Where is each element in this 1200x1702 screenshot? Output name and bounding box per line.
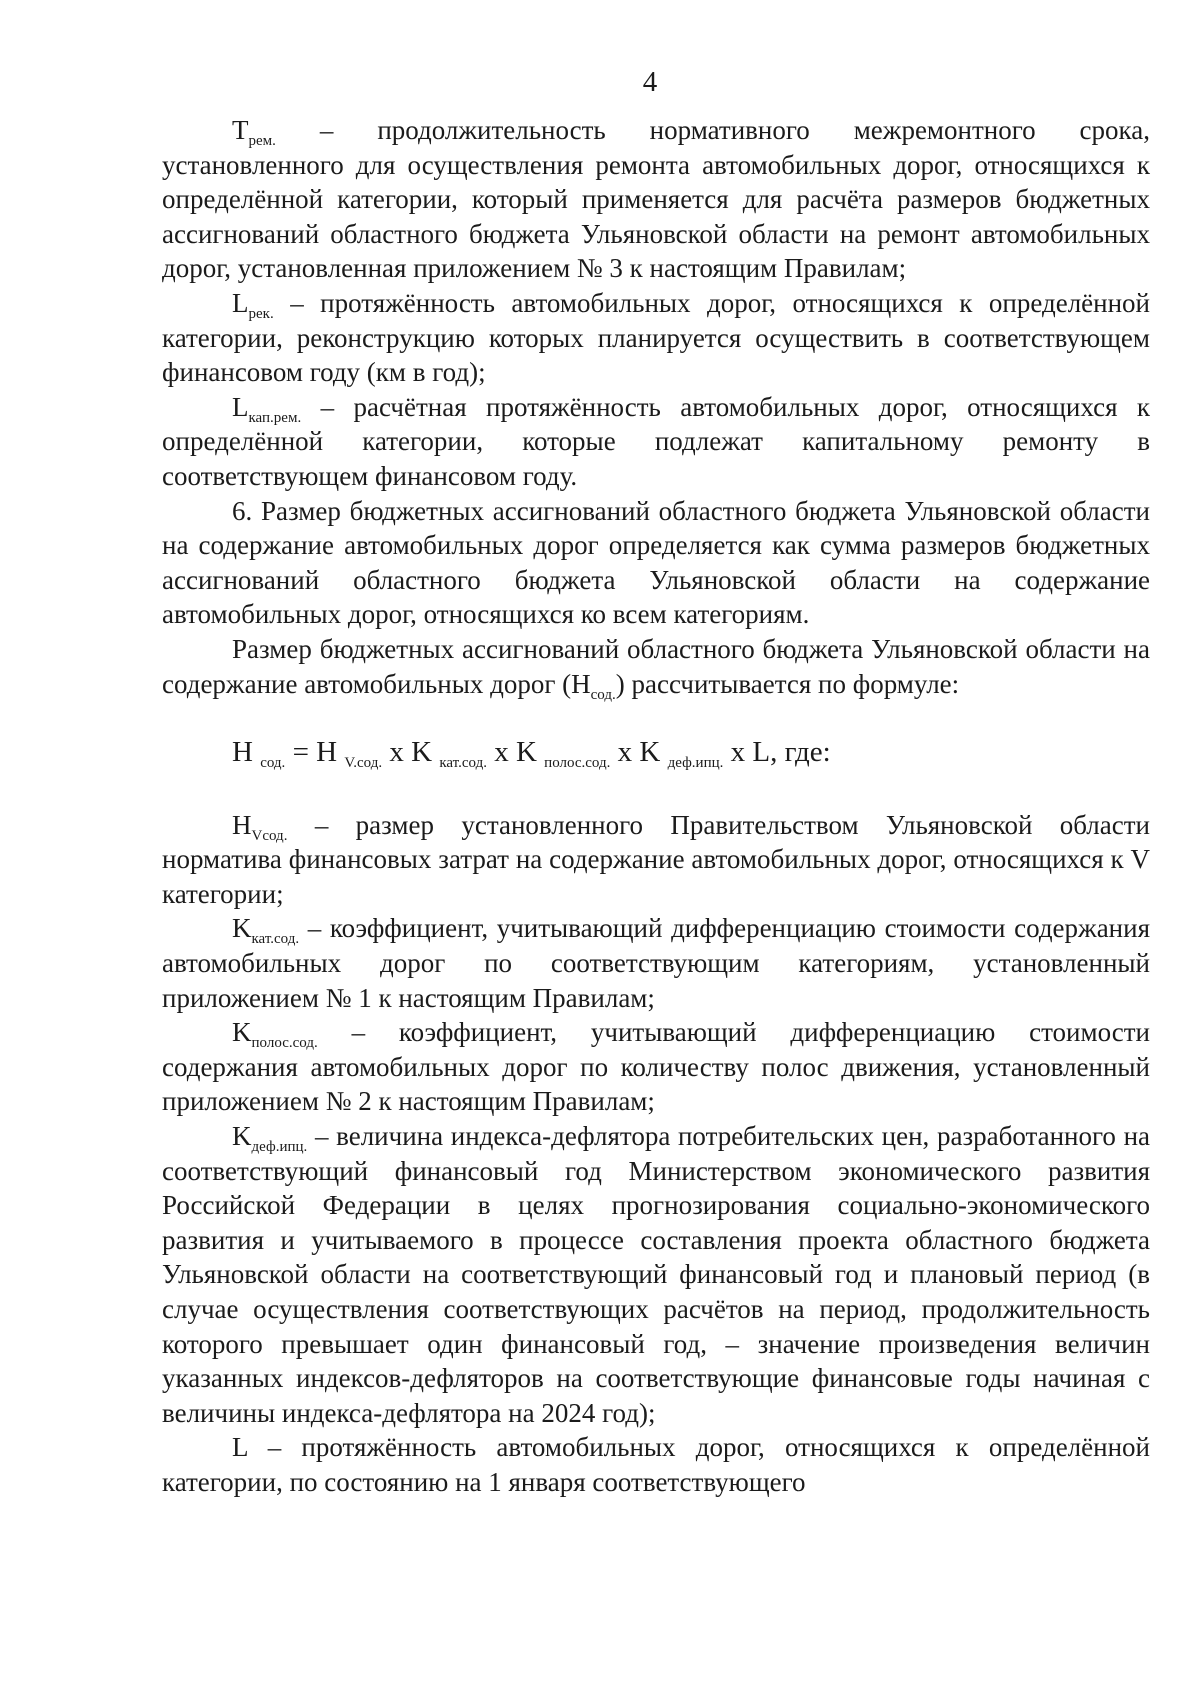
definition-text: – протяжённость автомобильных дорог, относящихся к определённой категории, реконструкцию которых планируется осуществить в соответствующем финансовом году (км в год); <box>162 287 1150 388</box>
formula-k3-subscript: деф.ипц. <box>667 755 724 772</box>
formula-h: H <box>232 736 253 769</box>
paragraph-6: 6. Размер бюджетных ассигнований областного бюджета Ульяновской области на содержание автомобильных дорог определяется как сумма размеров бюджетных ассигнований областного бюджета Ульяновской области на содержание автомобильных дорог, относящихся ко всем категориям. <box>162 495 1150 630</box>
definition-l-rek <box>162 286 1150 390</box>
definition-text: – коэффициент, учитывающий дифференциацию стоимости содержания автомобильных дорог по количеству полос движения, установленный приложением № 2 к настоящим Правилам; <box>162 1017 1150 1117</box>
symbol: H <box>232 809 252 840</box>
definition-text: – коэффициент, учитывающий дифференциацию стоимости содержания автомобильных дорог по соответствующим категориям, установленный приложением № 1 к настоящим Правилам; <box>162 913 1151 1013</box>
symbol: K <box>232 913 252 944</box>
symbol: K <box>232 1017 252 1048</box>
paragraph-text: Размер бюджетных ассигнований областного бюджета Ульяновской области на содержание автомобильных дорог (H <box>162 633 1150 699</box>
symbol: L <box>232 287 249 318</box>
symbol-subscript: кап.рем. <box>248 409 302 426</box>
formula-tail: x L, где: <box>730 736 831 769</box>
formula-eq-hv: = H <box>292 736 338 769</box>
symbol-subscript: сод. <box>590 686 616 703</box>
formula-k1: x K <box>389 736 433 769</box>
paragraph-text-end: ) рассчитывается по формуле: <box>615 668 960 699</box>
definition-text: – размер установленного Правительством Ульяновской области норматива финансовых затрат на содержание автомобильных дорог, относящихся к V категории; <box>162 809 1150 909</box>
symbol-subscript: рек. <box>248 305 274 322</box>
symbol-subscript: рем. <box>248 133 276 149</box>
definition-k-def-ipc <box>162 1119 1150 1430</box>
symbol-subscript: полос.сод. <box>251 1035 318 1052</box>
document-body <box>162 113 1150 1500</box>
definition-k-kat-sod <box>162 911 1150 1015</box>
definition-l <box>162 1430 1150 1499</box>
definition-text: – величина индекса-дефлятора потребительских цен, разработанного на соответствующий финансовый год Министерством экономического развития Российской Федерации в целях прогнозирования социально-экономического развития и учитываемого в процессе составления проекта областного бюджета Ульяновской области на соответствующий финансовый год и плановый период (в случае осуществления соответствующих расчётов на период, продолжительность которого превышает один финансовый год, – значение произведения величин указанных индексов-дефляторов на соответствующие финансовые годы начиная с величины индекса-дефлятора на 2024 год); <box>162 1121 1150 1428</box>
page-number: 4 <box>642 66 658 98</box>
symbol-subscript: Vсод. <box>251 827 288 844</box>
formula-k1-subscript: кат.сод. <box>439 755 487 772</box>
symbol-subscript: кат.сод. <box>251 931 300 948</box>
paragraph-formula-intro <box>162 632 1150 701</box>
definition-text: – расчётная протяжённость автомобильных дорог, относящихся к определённой категории, которые подлежат капитальному ремонту в соответствующем финансовом году. <box>162 391 1151 491</box>
formula-k2: x K <box>494 736 537 769</box>
definition-l-kap-rem <box>162 390 1150 494</box>
symbol: T <box>232 115 249 145</box>
definition-text: – продолжительность нормативного межремонтного срока, установленного для осуществления ремонта автомобильных дорог, относящихся к определённой категории, который применяется для расчёта размеров бюджетных ассигнований областного бюджета Ульяновской области на ремонт автомобильных дорог, установленная приложением № 3 к настоящим Правилам; <box>162 115 1150 284</box>
symbol-subscript: деф.ипц. <box>251 1139 308 1156</box>
definition-hv-sod <box>162 808 1150 912</box>
definition-k-polos-sod <box>162 1015 1150 1119</box>
formula-hv-subscript: V.сод. <box>344 755 383 772</box>
definition-t-rem <box>162 113 1150 286</box>
formula-k2-subscript: полос.сод. <box>544 755 611 772</box>
formula-k3: x K <box>617 736 661 769</box>
symbol: K <box>232 1121 252 1152</box>
symbol: L <box>232 391 249 422</box>
formula <box>232 735 1150 770</box>
definition-text: – протяжённость автомобильных дорог, относящихся к определённой категории, по состоянию на 1 января соответствующего <box>162 1432 1150 1497</box>
symbol: L <box>232 1432 248 1463</box>
formula-h-subscript: сод. <box>260 755 286 772</box>
